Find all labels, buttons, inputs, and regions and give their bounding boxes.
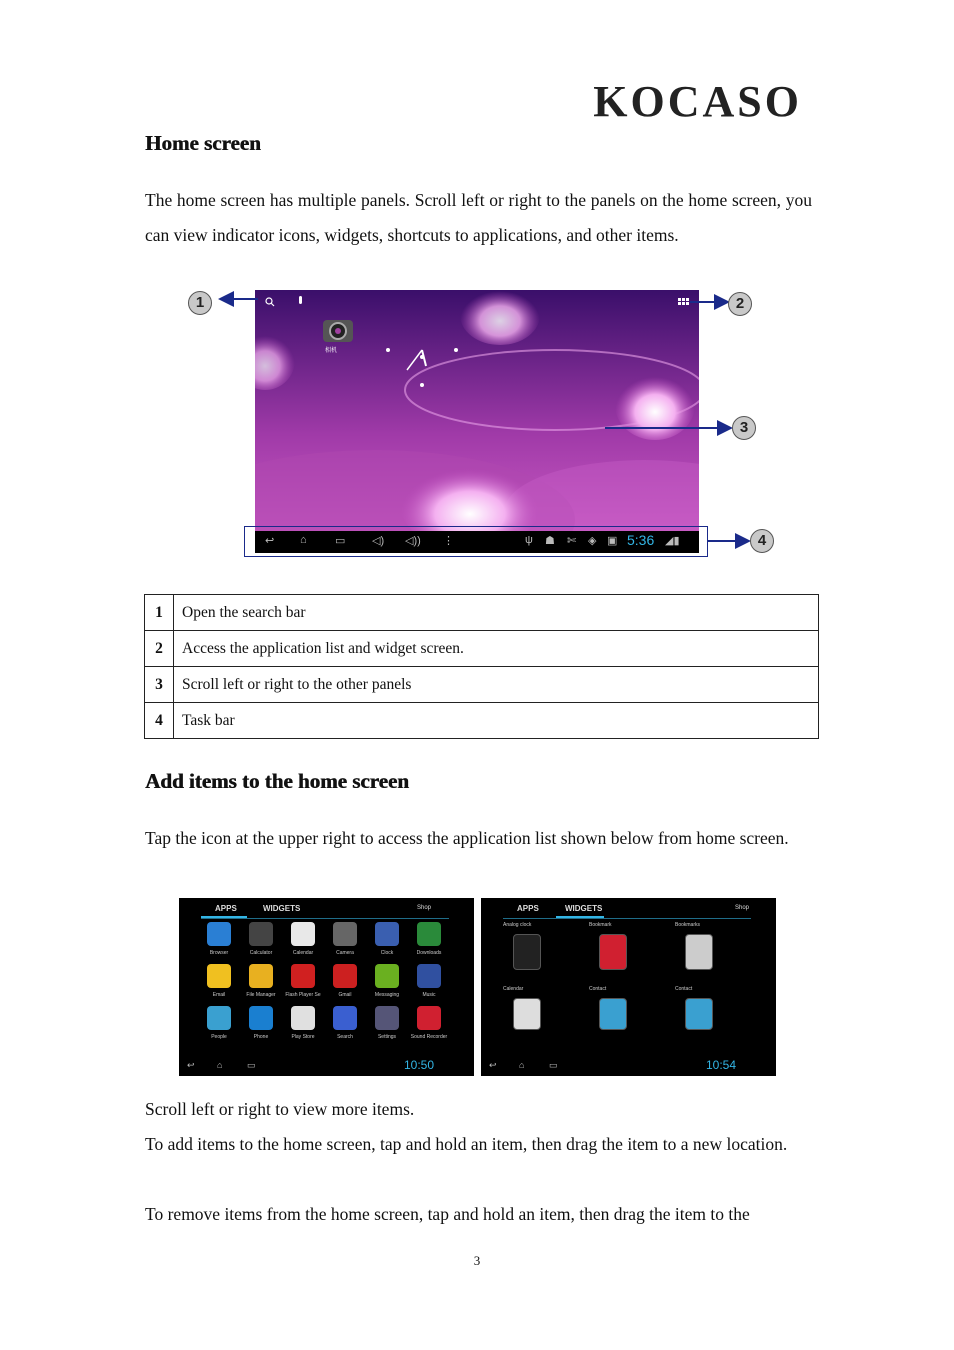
app-icon-sound-recorder[interactable] (417, 1006, 441, 1030)
callout-2: 2 (728, 292, 752, 316)
app-icon-browser[interactable] (207, 922, 231, 946)
shop-button[interactable]: Shop (417, 905, 432, 911)
android-icon: ☗ (545, 535, 555, 547)
widget-preview[interactable] (513, 934, 541, 970)
back-icon[interactable]: ↩ (187, 1060, 195, 1070)
legend-table (144, 594, 819, 739)
tab-divider (201, 918, 449, 919)
app-icon-calendar[interactable] (291, 922, 315, 946)
widget-label: Contact (675, 986, 693, 992)
shop-button[interactable]: Shop (735, 905, 750, 911)
kocaso-logo: KOCASO (593, 77, 802, 126)
legend-number: 4 (145, 703, 174, 739)
legend-text: Scroll left or right to the other panels (174, 667, 819, 703)
remove-paragraph: To remove items from the home screen, tap and hold an item, then drag the item to the (145, 1204, 750, 1224)
debug-icon: ✄ (567, 535, 577, 547)
status-clock: 10:50 (404, 1058, 435, 1072)
widgets-task-bar[interactable] (481, 1058, 776, 1076)
apps-task-bar[interactable] (179, 1058, 474, 1076)
volume-down-icon[interactable]: ◁) (372, 535, 385, 547)
home-icon[interactable]: ⌂ (217, 1060, 223, 1070)
recent-apps-icon[interactable]: ▭ (247, 1060, 256, 1070)
legend-row (145, 667, 819, 703)
app-icon-music[interactable] (417, 964, 441, 988)
widget-preview[interactable] (685, 934, 713, 970)
apps-screen-screenshot (179, 898, 474, 1076)
tab-divider (503, 918, 751, 919)
scroll-paragraph: Scroll left or right to view more items. (145, 1099, 415, 1119)
legend-row (145, 631, 819, 667)
app-label: Gmail (338, 992, 352, 998)
app-icon-email[interactable] (207, 964, 231, 988)
widgets-tab-bar (481, 898, 776, 922)
legend-text: Task bar (174, 703, 819, 739)
widget-preview[interactable] (685, 998, 713, 1030)
usb-icon: ψ (525, 534, 533, 546)
callout-3: 3 (732, 416, 756, 440)
legend-number: 1 (145, 595, 174, 631)
app-icon-gmail[interactable] (333, 964, 357, 988)
widget-preview[interactable] (513, 998, 541, 1030)
app-label: File Manager (246, 992, 276, 998)
app-icon-downloads[interactable] (417, 922, 441, 946)
app-label: Camera (336, 950, 354, 956)
app-icon-file-manager[interactable] (249, 964, 273, 988)
camera-app-label[interactable]: 相机 (325, 347, 338, 354)
tab-apps[interactable]: APPS (517, 904, 539, 913)
legend-number: 2 (145, 631, 174, 667)
app-icon-search[interactable] (333, 1006, 357, 1030)
legend-text: Access the application list and widget screen. (174, 631, 819, 667)
menu-icon[interactable]: ⋮ (443, 535, 454, 547)
status-clock: 5:36 (627, 532, 655, 548)
app-icon-messaging[interactable] (375, 964, 399, 988)
legend-text: Open the search bar (174, 595, 819, 631)
callout-4: 4 (750, 529, 774, 553)
widget-label: Analog clock (503, 922, 532, 928)
app-icon-flash-player-se[interactable] (291, 964, 315, 988)
app-label: Email (212, 992, 226, 998)
add-paragraph: To add items to the home screen, tap and hold an item, then drag the item to a new location. (145, 1134, 788, 1154)
app-label: Sound Recorder (410, 1034, 448, 1040)
widget-preview[interactable] (599, 934, 627, 970)
app-label: Flash Player Se (285, 992, 321, 998)
app-icon-people[interactable] (207, 1006, 231, 1030)
recent-apps-icon[interactable]: ▭ (335, 535, 346, 547)
callout-arrows (0, 0, 954, 600)
app-label: Phone (253, 1034, 269, 1040)
section-heading-add-items: Add items to the home screen (145, 769, 409, 793)
app-label: Calendar (292, 950, 314, 956)
page-number: 3 (473, 1253, 481, 1268)
home-screen-paragraph: The home screen has multiple panels. Scroll left or right to the panels on the home screen, you can view indicator icons, widgets, shortcuts to applications, and other items. (145, 190, 812, 245)
app-label: Browser (209, 950, 229, 956)
volume-up-icon[interactable]: ◁)) (405, 535, 421, 547)
widget-label: Contact (589, 986, 607, 992)
recent-apps-icon[interactable]: ▭ (549, 1060, 558, 1070)
home-icon[interactable]: ⌂ (300, 534, 307, 546)
tab-apps[interactable]: APPS (215, 904, 237, 913)
app-label: Play Store (291, 1034, 315, 1040)
callout-1: 1 (188, 291, 212, 315)
app-label: Downloads (416, 950, 442, 956)
app-label: Search (337, 1034, 353, 1040)
widget-label: Bookmark (589, 922, 612, 928)
app-icon-phone[interactable] (249, 1006, 273, 1030)
app-icon-clock[interactable] (375, 922, 399, 946)
app-label: Calculator (249, 950, 273, 956)
back-icon[interactable]: ↩ (489, 1060, 497, 1070)
app-label: People (211, 1034, 227, 1040)
legend-row (145, 703, 819, 739)
legend-row (145, 595, 819, 631)
app-icon-settings[interactable] (375, 1006, 399, 1030)
app-label: Messaging (374, 992, 400, 998)
widget-label: Bookmarks (675, 922, 701, 928)
app-icon-camera[interactable] (333, 922, 357, 946)
app-icon-calculator[interactable] (249, 922, 273, 946)
tab-widgets[interactable]: WIDGETS (565, 904, 603, 913)
status-clock: 10:54 (706, 1058, 737, 1072)
signal-battery-icon: ◢▮ (665, 535, 680, 547)
app-label: Music (422, 992, 436, 998)
app-label: Clock (380, 950, 394, 956)
app-label: Settings (377, 1034, 397, 1040)
tab-widgets[interactable]: WIDGETS (263, 904, 301, 913)
widget-label: Calendar (503, 986, 524, 992)
apps-tab-bar (179, 898, 474, 922)
wifi-notify-icon: ◈ (588, 535, 597, 547)
legend-number: 3 (145, 667, 174, 703)
screenshot-icon: ▣ (607, 535, 618, 547)
section-heading-home-screen: Home screen (145, 131, 261, 155)
add-items-paragraph: Tap the icon at the upper right to access the application list shown below from home screen. (145, 828, 789, 848)
widget-preview[interactable] (599, 998, 627, 1030)
widgets-screen-screenshot (481, 898, 776, 1076)
home-icon[interactable]: ⌂ (519, 1060, 525, 1070)
app-icon-play-store[interactable] (291, 1006, 315, 1030)
back-icon[interactable]: ↩ (265, 535, 275, 547)
